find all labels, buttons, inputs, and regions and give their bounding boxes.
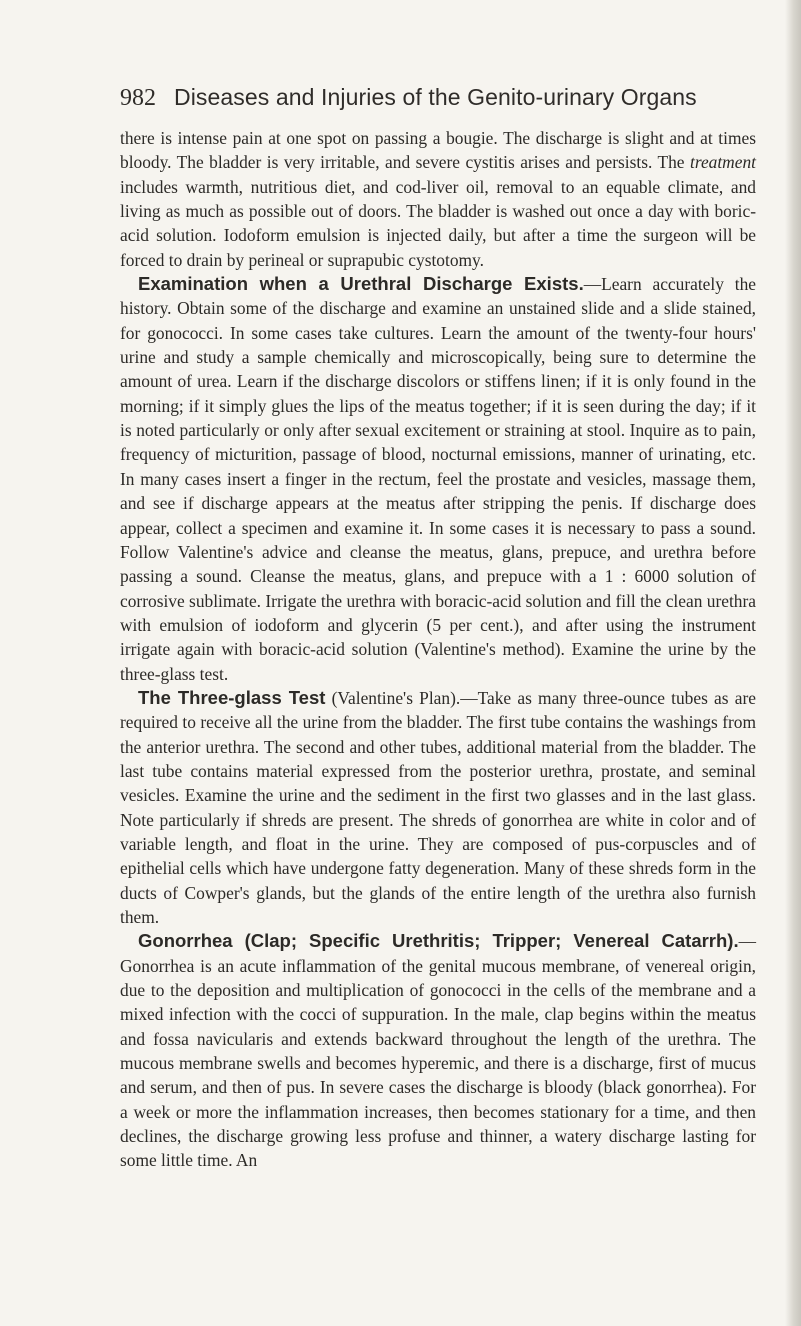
page-number: 982	[120, 85, 156, 111]
emphasis-treatment: treatment	[689, 152, 756, 173]
paragraph-text: (Valentine's Plan).—Take as many three-ounce tubes as are required to receive all the urine from the bladder. The first tube contains the washings from the anterior urethra. The second and other tubes, additional material from the bladder. The last tube contains material expressed from the posterior urethra, prostate, and seminal vesicles. Examine the urine and the sediment in the first two glasses and in the last glass. Note particularly if shreds are present. The shreds of gonorrhea are white in color and of variable length, and float in the urine. They are composed of pus-corpuscles and of epithelial cells which have undergone fatty degeneration. Many of these shreds form in the ducts of Cowper's glands, but the glands of the entire length of the urethra also furnish them.	[120, 687, 756, 927]
paragraph-text: —Learn accurately the history. Obtain some of the discharge and examine an unstained slide and a slide stained, for gonococci. In some cases take cultures. Learn the amount of the twenty-four hours' urine and study a sample chemically and microscopically, being sure to determine the amount of urea. Learn if the discharge discolors or stiffens linen; if it is only found in the morning; if it simply glues the lips of the meatus together; if it is seen during the day; if it is noted particularly or only after sexual excitement or straining at stool. Inquire as to pain, frequency of micturition, passage of blood, nocturnal emissions, manner of urinating, etc. In many cases insert a finger in the rectum, feel the prostate and vesicles, massage them, and see if discharge appears at the meatus after stripping the penis. If discharge does appear, collect a specimen and examine it. In some cases it is necessary to pass a sound. Follow Valentine's advice and cleanse the meatus, glans, prepuce, and urethra before passing a sound. Cleanse the meatus, glans, and prepuce with a 1 : 6000 solution of corrosive sublimate. Irrigate the urethra with boracic-acid solution and fill the clean urethra with emulsion of iodoform and glycerin (5 per cent.), and after using the instrument irrigate again with boracic-acid solution (Valentine's method). Examine the urine by the three-glass test.	[120, 274, 756, 684]
section-heading-examination: Examination when a Urethral Discharge Exists.	[138, 273, 584, 295]
section-heading-gonorrhea: Gonorrhea (Clap; Specific Urethritis; Tripper; Venereal Catarrh).	[138, 930, 739, 952]
paragraph-three-glass-test	[120, 686, 756, 929]
page-header	[120, 84, 760, 120]
page-edge-shadow	[785, 0, 801, 1326]
paragraph-examination	[120, 272, 756, 686]
paragraph-gonorrhea	[120, 929, 756, 1172]
running-head: Diseases and Injuries of the Genito-urinary Organs	[174, 84, 697, 110]
paragraph-text: includes warmth, nutritious diet, and cod-liver oil, removal to an equable climate, and living as much as possible out of doors. The bladder is washed out once a day with boric-acid solution. Iodoform emulsion is injected daily, but after a time the surgeon will be forced to drain by perineal or suprapubic cystotomy.	[120, 176, 756, 270]
paragraph-tuberculosis-treatment	[120, 126, 756, 272]
paragraph-text: there is intense pain at one spot on passing a bougie. The discharge is slight and at times bloody. The bladder is very irritable, and severe cystitis arises and persists. The	[120, 128, 756, 173]
body-text	[120, 126, 756, 1173]
section-heading-three-glass-test: The Three-glass Test	[138, 686, 326, 708]
paragraph-text: —Gonorrhea is an acute inflammation of the genital mucous membrane, of venereal origin, due to the deposition and multiplication of gonococci in the cells of the membrane and a mixed infection with the cocci of suppuration. In the male, clap begins within the meatus and fossa navicularis and extends backward throughout the length of the urethra. The mucous membrane swells and becomes hyperemic, and there is a discharge, first of mucus and serum, and then of pus. In severe cases the discharge is bloody (black gonorrhea). For a week or more the inflammation increases, then becomes stationary for a time, and then declines, the discharge growing less profuse and thinner, a watery discharge lasting for some little time. An	[120, 931, 756, 1171]
